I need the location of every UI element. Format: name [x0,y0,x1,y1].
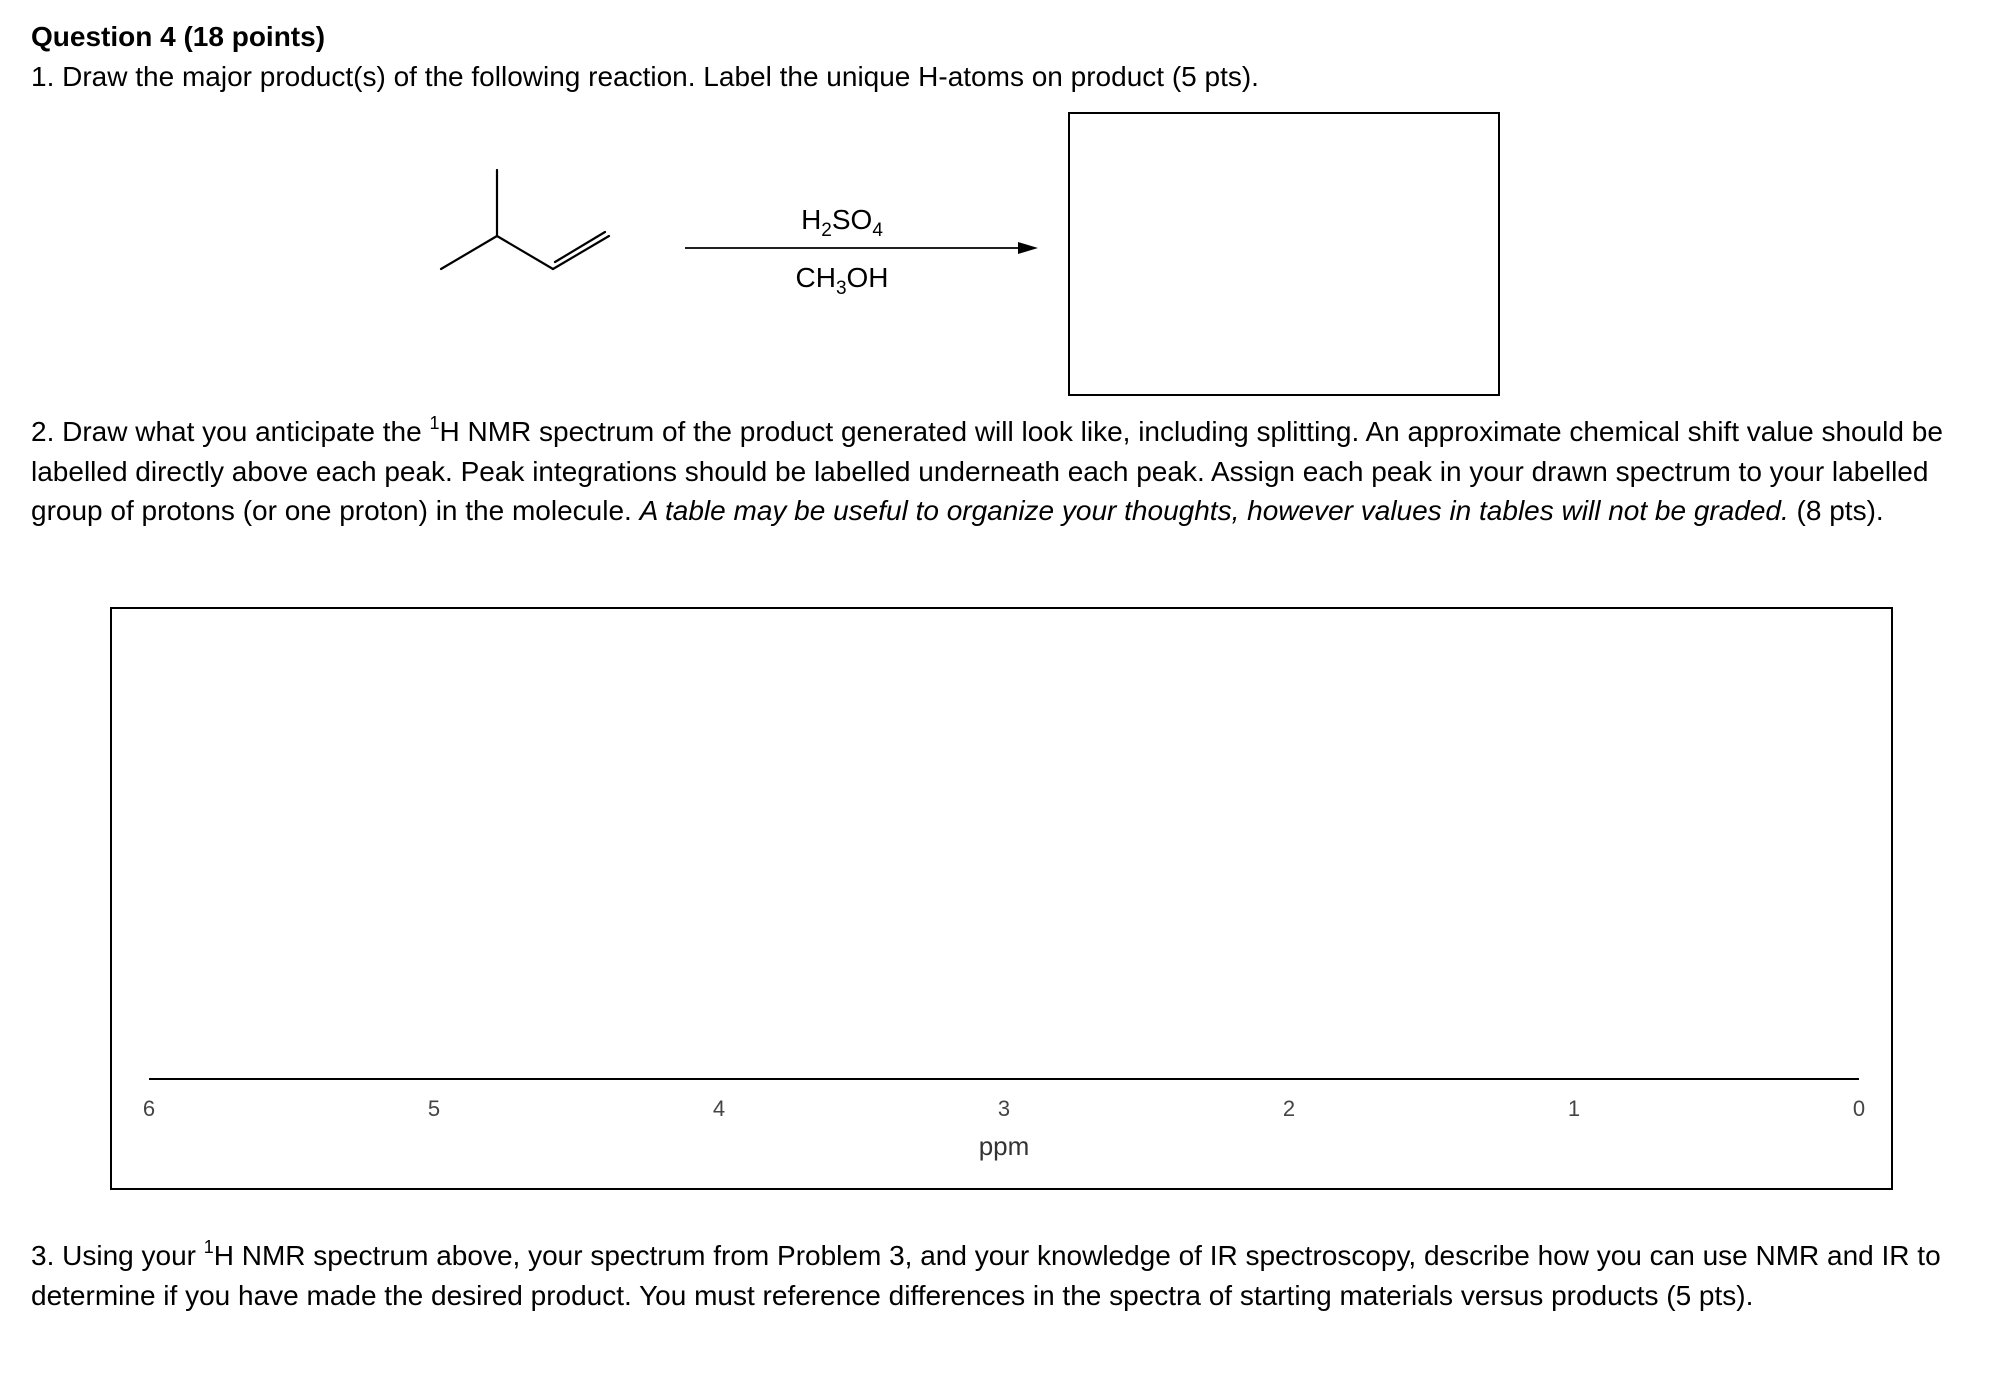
starting-material-structure [441,170,609,269]
ppm-tick-label: 2 [1282,1096,1296,1121]
ppm-tick-label: 4 [712,1096,726,1121]
reagent-sulfuric-acid: $H_2SO_4$ [801,204,883,241]
question-part-3: 3. Using your $^1$H NMR spectrum above, your spectrum from Problem 3, and your knowledge of IR spectroscopy, describe how you can use NMR and IR to determine if you have made the desired product. You must reference differences in the spectra of starting materials versus products (5 pts). [31,1236,1941,1311]
product-answer-box[interactable] [1068,112,1500,396]
reagent-methanol: $CH_3OH$ [795,262,889,299]
question-part-1: 1. Draw the major product(s) of the following reaction. Label the unique H-atoms on product (5 pts). [31,61,1259,92]
nmr-axis [112,609,1895,1192]
question-title: Question 4 (18 points) [31,21,326,52]
ppm-axis-label: ppm [978,1131,1030,1161]
question-part-2: 2. Draw what you anticipate the $^1$H NMR spectrum of the product generated will look like, including splitting. An approximate chemical shift value should be labelled directly above each peak. Peak integrations should be labelled underneath each peak. Assign each peak in your drawn spectrum to your labelled group of protons (or one proton) in the molecule. A table may be useful to organize your thoughts, however values in tables will not be graded. (8 pts). [31,412,1943,526]
ppm-tick-label: 0 [1852,1096,1866,1121]
reaction-scheme [0,0,1060,320]
nmr-spectrum-answer-box[interactable] [110,607,1893,1190]
ppm-tick-label: 3 [997,1096,1011,1121]
ppm-tick-labels [143,1096,1865,1121]
ppm-tick-label: 6 [142,1096,156,1121]
ppm-tick-label: 5 [427,1096,441,1121]
ppm-tick-label: 1 [1567,1096,1581,1121]
reaction-arrow [685,242,1038,254]
